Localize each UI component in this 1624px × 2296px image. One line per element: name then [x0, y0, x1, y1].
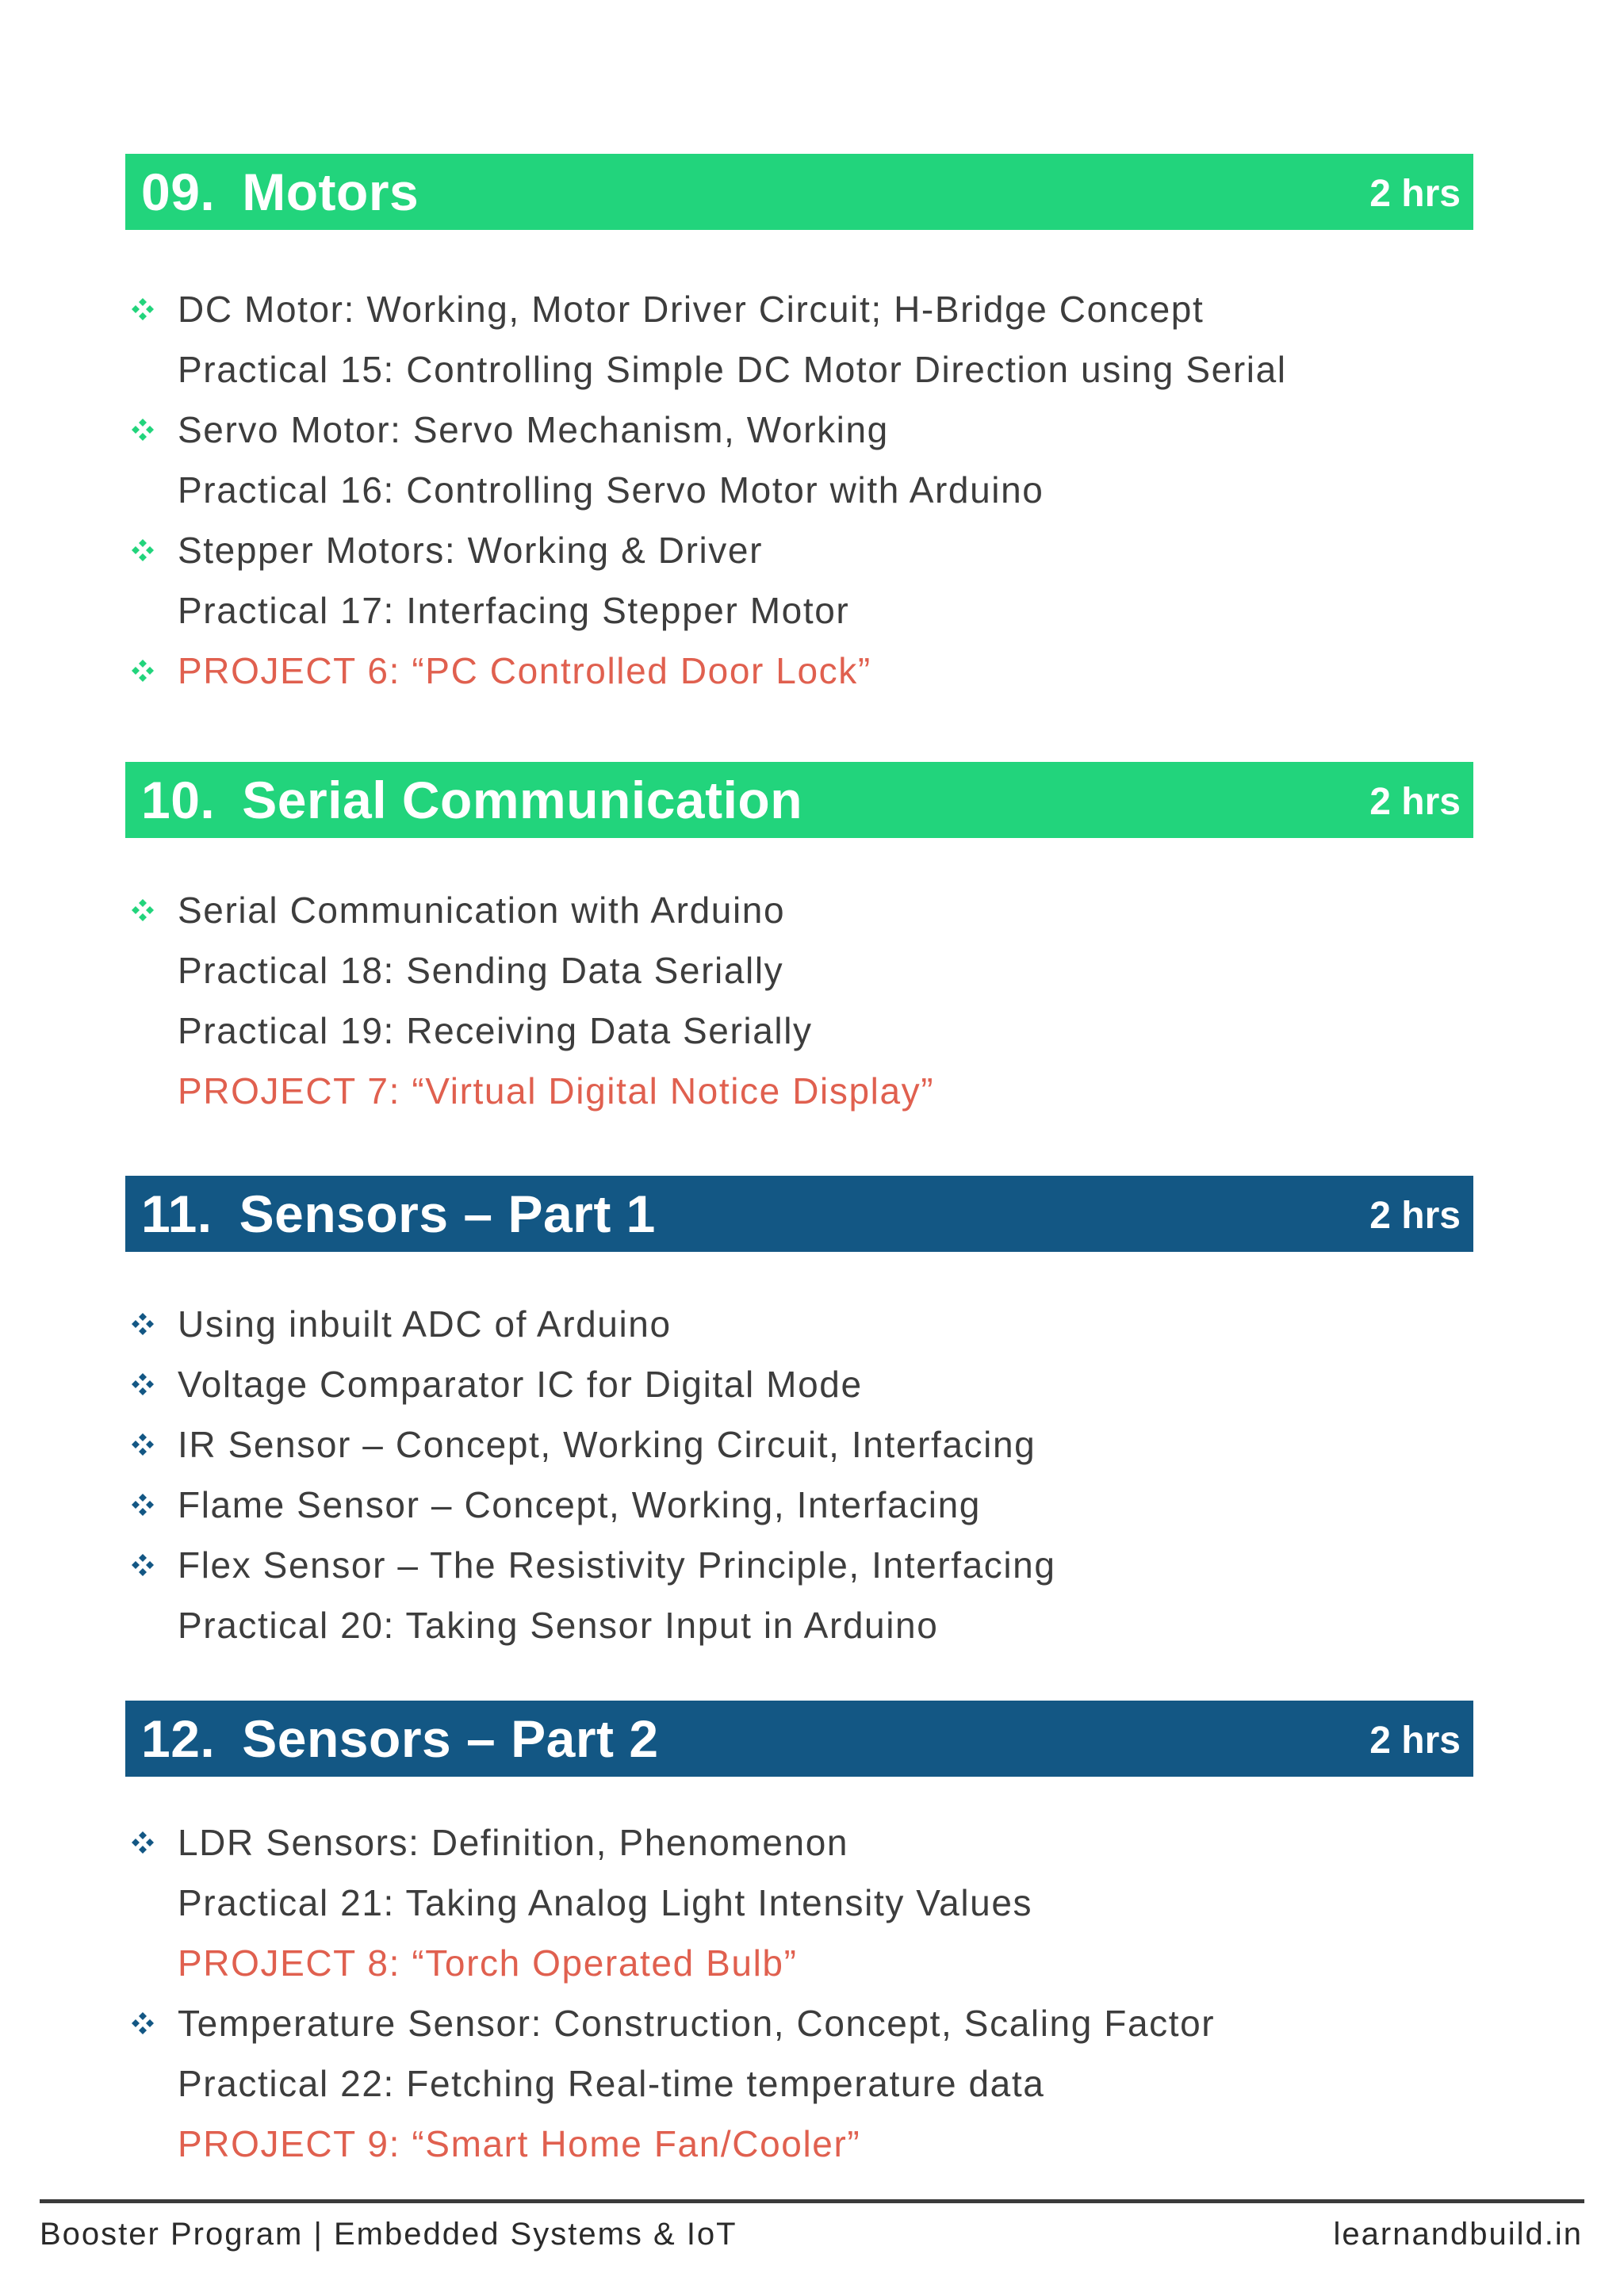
section-header-sensors-part-2 — [125, 1701, 1473, 1777]
diamond-bullet-icon — [130, 1294, 157, 1354]
topic-item — [125, 1414, 1473, 1475]
diamond-bullet-icon — [130, 1535, 157, 1595]
item-text: Practical 22: Fetching Real-time temperature data — [178, 2063, 1045, 2104]
topic-item — [125, 1993, 1473, 2053]
diamond-bullet-icon — [130, 1993, 157, 2053]
item-text: Flame Sensor – Concept, Working, Interfacing — [178, 1484, 981, 1525]
item-text: Voltage Comparator IC for Digital Mode — [178, 1364, 863, 1405]
topic-item — [125, 1873, 1473, 1933]
item-text: Practical 18: Sending Data Serially — [178, 950, 784, 991]
item-text: Stepper Motors: Working & Driver — [178, 530, 764, 571]
project-item — [125, 2114, 1473, 2174]
diamond-bullet-icon — [130, 279, 157, 339]
item-text: Practical 16: Controlling Servo Motor with Arduino — [178, 469, 1044, 511]
topic-item — [125, 1475, 1473, 1535]
item-text: Servo Motor: Servo Mechanism, Working — [178, 409, 889, 450]
diamond-bullet-icon — [130, 1812, 157, 1873]
section-body-sensors-part-2 — [125, 1812, 1473, 2174]
section-title — [141, 770, 802, 830]
section-name: Sensors – Part 1 — [239, 1184, 656, 1243]
topic-item — [125, 2053, 1473, 2114]
diamond-bullet-icon — [130, 880, 157, 940]
item-text: PROJECT 7: “Virtual Digital Notice Display” — [178, 1070, 935, 1112]
topic-item — [125, 1535, 1473, 1595]
section-duration: 2 hrs — [1369, 1719, 1461, 1762]
project-item — [125, 1061, 1473, 1121]
section-number: 12. — [141, 1709, 216, 1768]
section-number: 10. — [141, 771, 216, 829]
section-number: 09. — [141, 163, 216, 221]
topic-item — [125, 940, 1473, 1001]
topic-item — [125, 460, 1473, 520]
topic-item — [125, 1812, 1473, 1873]
diamond-bullet-icon — [130, 1475, 157, 1535]
topic-item — [125, 1001, 1473, 1061]
diamond-bullet-icon — [130, 641, 157, 701]
topic-item — [125, 880, 1473, 940]
item-text: Temperature Sensor: Construction, Concept, Scaling Factor — [178, 2003, 1216, 2044]
diamond-bullet-icon — [130, 1414, 157, 1475]
section-header-sensors-part-1 — [125, 1176, 1473, 1252]
project-item — [125, 641, 1473, 701]
topic-item — [125, 520, 1473, 580]
topic-item — [125, 400, 1473, 460]
item-text: Serial Communication with Arduino — [178, 890, 786, 931]
section-name: Serial Communication — [242, 771, 803, 829]
footer-divider — [40, 2199, 1584, 2203]
section-header-motors — [125, 154, 1473, 230]
section-name: Motors — [242, 163, 419, 221]
footer-program-title: Booster Program | Embedded Systems & IoT — [40, 2217, 737, 2252]
section-duration: 2 hrs — [1369, 172, 1461, 215]
section-number: 11. — [141, 1184, 213, 1243]
topic-item — [125, 1595, 1473, 1655]
item-text: Practical 17: Interfacing Stepper Motor — [178, 590, 850, 631]
item-text: Practical 15: Controlling Simple DC Motor Direction using Serial — [178, 349, 1287, 390]
footer-website: learnandbuild.in — [1333, 2217, 1583, 2252]
section-duration: 2 hrs — [1369, 1194, 1461, 1237]
item-text: Using inbuilt ADC of Arduino — [178, 1303, 672, 1345]
section-body-motors — [125, 279, 1473, 701]
diamond-bullet-icon — [130, 520, 157, 580]
item-text: Practical 21: Taking Analog Light Intensity Values — [178, 1882, 1033, 1923]
section-title — [141, 1184, 656, 1244]
section-title — [141, 1709, 659, 1769]
diamond-bullet-icon — [130, 400, 157, 460]
item-text: IR Sensor – Concept, Working Circuit, Interfacing — [178, 1424, 1036, 1465]
section-duration: 2 hrs — [1369, 780, 1461, 823]
topic-item — [125, 1354, 1473, 1414]
section-body-serial-communication — [125, 880, 1473, 1121]
item-text: Flex Sensor – The Resistivity Principle, Interfacing — [178, 1544, 1056, 1586]
topic-item — [125, 279, 1473, 339]
section-name: Sensors – Part 2 — [242, 1709, 659, 1768]
item-text: PROJECT 9: “Smart Home Fan/Cooler” — [178, 2123, 861, 2164]
item-text: PROJECT 6: “PC Controlled Door Lock” — [178, 650, 871, 691]
item-text: LDR Sensors: Definition, Phenomenon — [178, 1822, 849, 1863]
item-text: Practical 19: Receiving Data Serially — [178, 1010, 813, 1051]
section-title — [141, 162, 419, 222]
section-body-sensors-part-1 — [125, 1294, 1473, 1655]
topic-item — [125, 1294, 1473, 1354]
item-text: PROJECT 8: “Torch Operated Bulb” — [178, 1942, 798, 1984]
topic-item — [125, 580, 1473, 641]
section-header-serial-communication — [125, 762, 1473, 838]
project-item — [125, 1933, 1473, 1993]
item-text: DC Motor: Working, Motor Driver Circuit; H-Bridge Concept — [178, 289, 1205, 330]
diamond-bullet-icon — [130, 1354, 157, 1414]
topic-item — [125, 339, 1473, 400]
item-text: Practical 20: Taking Sensor Input in Arduino — [178, 1605, 939, 1646]
